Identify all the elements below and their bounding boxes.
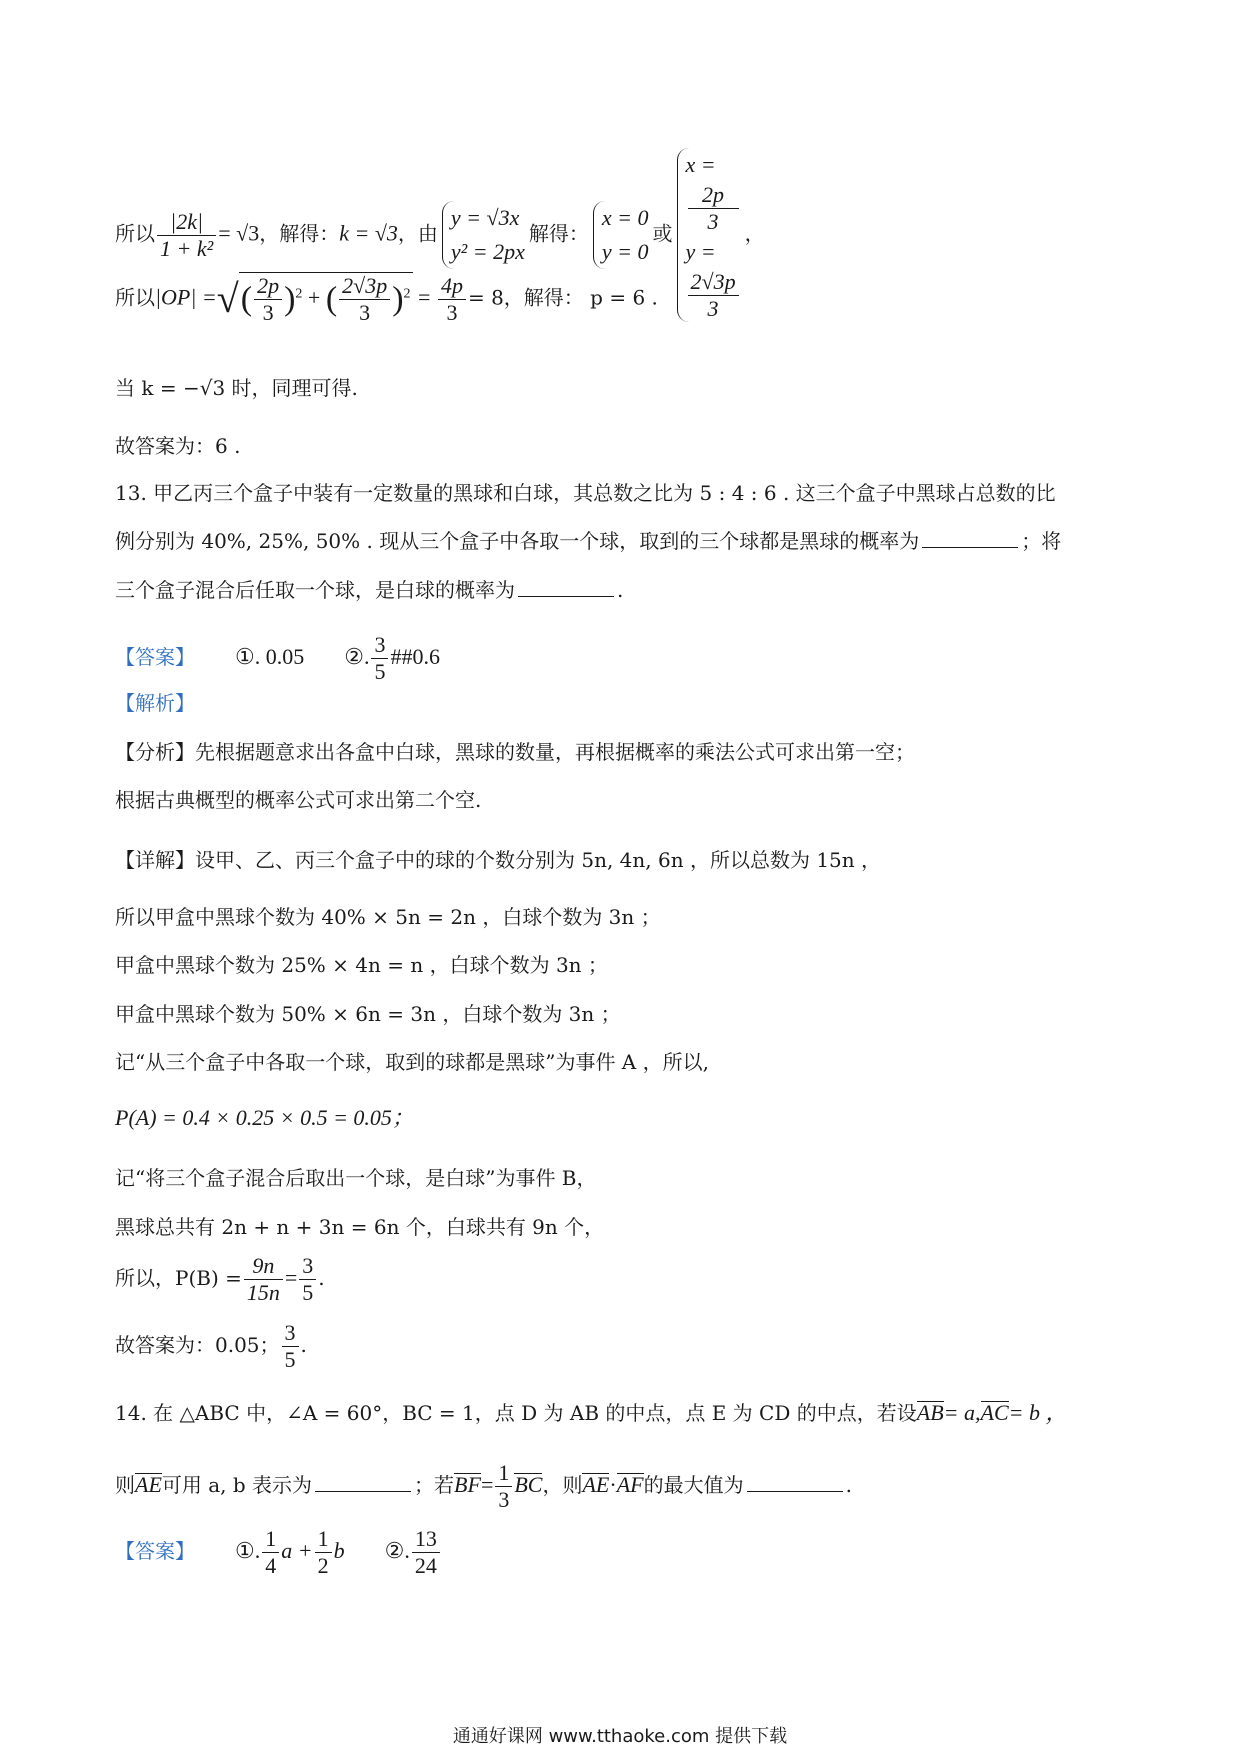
q13-line-c (115, 575, 623, 605)
frac-den: 3 (359, 300, 371, 325)
answer-1: ①. 0.05 (235, 644, 305, 669)
detail-2: 所以甲盒中黑球个数为 40% × 5n = 2n ，白球个数为 3n ； (115, 905, 661, 929)
fraction (254, 273, 282, 326)
vector: AB (916, 1400, 944, 1425)
equation-system (593, 201, 649, 269)
frac-den: 3 (498, 1487, 510, 1512)
frac-den: 2 (317, 1553, 329, 1578)
frac-num: 2p (688, 182, 739, 209)
text: 的最大值为 (643, 1473, 744, 1497)
fraction (244, 1253, 283, 1306)
answer-13 (115, 632, 440, 685)
frac-num: 1 (262, 1526, 279, 1553)
frac-den: 3 (707, 209, 719, 234)
text: · (609, 1472, 617, 1497)
vector: AE (582, 1472, 610, 1497)
vector: AE (135, 1472, 162, 1497)
text: ；将 (1021, 529, 1062, 553)
answer-blank (922, 527, 1018, 548)
fraction (262, 1526, 279, 1579)
answer-1: ①. (235, 1538, 261, 1563)
text: 则 (115, 1473, 135, 1497)
frac-num: 1 (315, 1526, 332, 1553)
answer-14 (115, 1526, 442, 1579)
analysis-2: 根据古典概型的概率公式可求出第二个空. (115, 788, 482, 812)
text: 可用 a, b 表示为 (161, 1473, 313, 1497)
frac-den: 5 (302, 1280, 314, 1305)
equation-system (442, 201, 525, 269)
math: a + (281, 1538, 313, 1563)
answer-label: 【答案】 (115, 1539, 195, 1563)
text: ##0.6 (390, 644, 440, 669)
frac-num: 9n (244, 1253, 283, 1280)
text: = (480, 1472, 494, 1497)
text: . (300, 1333, 307, 1357)
text: ， (744, 221, 765, 246)
text: = 8，解得： p = 6 . (467, 285, 658, 310)
frac-num: 13 (412, 1526, 440, 1553)
line-2: 所以|OP| =√( $\frac{2p}{3}$ )$^2$ + ( $\frac{2√3p}{3}$ )$^2$ = $\frac{4p}{3}$ = 8，解得： p = 6 . (115, 272, 658, 325)
fraction (412, 1526, 440, 1579)
fraction (495, 1460, 512, 1513)
sqrt-body: ( $\frac{2p}{3}$ )$^2$ + ( $\frac{2√3p}{3}$ )$^2$ (240, 273, 411, 325)
text: . (318, 1266, 325, 1290)
text: = (284, 1265, 298, 1290)
analysis-label: 【解析】 (115, 691, 195, 715)
detail-5: 记“从三个盒子中各取一个球，取到的球都是黑球”为事件 A ，所以, (115, 1050, 709, 1074)
vector: AF (616, 1472, 644, 1497)
text: 或 (652, 221, 673, 246)
frac-den: 5 (374, 659, 386, 684)
eq (686, 148, 741, 235)
text: . (617, 578, 624, 602)
detail-8: 黑球总共有 2n + n + 3n = 6n 个，白球共有 9n 个， (115, 1215, 605, 1239)
frac-den: 15n (246, 1280, 280, 1305)
frac-den: 3 (707, 296, 719, 321)
detail-3: 甲盒中黑球个数为 25% × 4n = n ，白球个数为 3n ； (115, 953, 608, 977)
fraction (299, 1253, 316, 1306)
text: ，由 (397, 221, 438, 246)
frac-num: 1 (495, 1460, 512, 1487)
q14-line-a (115, 1398, 1067, 1428)
sqrt-sign: √ (216, 276, 239, 321)
equation-system (677, 148, 741, 322)
eq (686, 235, 741, 322)
fraction (157, 209, 216, 262)
detail-7: 记“将三个盒子混合后取出一个球，是白球”为事件 B， (115, 1166, 597, 1190)
detail-6: P(A) = 0.4 × 0.25 × 0.5 = 0.05； (115, 1105, 414, 1130)
fraction (315, 1526, 332, 1579)
text: 例分别为 40%, 25%, 50% . 现从三个盒子中各取一个球，取到的三个球都是黑球的概率为 (115, 529, 920, 553)
text: ，则 (542, 1473, 583, 1497)
fraction (339, 273, 390, 326)
frac-den: 3 (262, 300, 274, 325)
frac-num: 3 (371, 632, 388, 659)
fraction (371, 632, 388, 685)
text: 14. 在 △ABC 中，∠A = 60°，BC = 1，点 D 为 AB 的中点，点 E 为 CD 的中点，若设 (115, 1401, 917, 1425)
vector: BC (514, 1472, 543, 1497)
answer-label: 【答案】 (115, 645, 195, 669)
text: 三个盒子混合后任取一个球，是白球的概率为 (115, 578, 515, 602)
lhs: y = (685, 239, 716, 264)
frac-num: 2√3p (339, 273, 390, 300)
answer-blank (315, 1471, 411, 1492)
math: = b ， (1008, 1400, 1068, 1425)
text: . (845, 1473, 852, 1497)
frac-den: 24 (414, 1553, 437, 1578)
text: 所以 (115, 221, 155, 246)
vector: AC (980, 1400, 1009, 1425)
eq: y = 0 (601, 239, 649, 264)
answer-blank (747, 1471, 843, 1492)
frac-num: 2p (254, 273, 282, 300)
detail-4: 甲盒中黑球个数为 50% × 6n = 3n ，白球个数为 3n ； (115, 1002, 621, 1026)
math: |OP| = (155, 284, 217, 310)
text: 所以 (115, 285, 155, 310)
fraction (688, 182, 739, 235)
frac-den: 5 (284, 1347, 296, 1372)
frac-den: 1 + k² (160, 235, 214, 261)
fraction (688, 269, 739, 322)
frac-den: 3 (446, 299, 458, 325)
line-3: 当 k = −√3 时，同理可得. (115, 376, 358, 400)
math: = √3 (218, 220, 260, 246)
answer-2: ②. (384, 1538, 410, 1563)
math: = a, (943, 1400, 981, 1425)
fraction (282, 1320, 299, 1373)
line-4: 故答案为：6 . (115, 434, 241, 458)
math: b (333, 1538, 345, 1563)
page-footer: 通通好课网 www.tthaoke.com 提供下载 (452, 1726, 788, 1747)
q13-line-b (115, 526, 1061, 556)
answer-2: ②. (344, 644, 370, 669)
frac-num: 4p (438, 273, 466, 300)
eq: y = √3x (450, 205, 520, 230)
frac-num: 2√3p (688, 269, 739, 296)
detail-1: 【详解】设甲、乙、丙三个盒子中的球的个数分别为 5n, 4n, 6n ，所以总数为 15n ， (115, 848, 882, 872)
text: 解得： (528, 221, 589, 246)
q14-line-b (115, 1460, 852, 1513)
text: 所以，P(B) = (115, 1266, 242, 1290)
vector: BF (454, 1472, 481, 1497)
detail-9 (115, 1253, 325, 1306)
answer-blank (518, 576, 614, 597)
math: k = √3 (339, 220, 398, 246)
frac-num: 3 (282, 1320, 299, 1347)
eq: y² = 2px (450, 239, 525, 264)
analysis-1: 【分析】先根据题意求出各盒中白球，黑球的数量，再根据概率的乘法公式可求出第一空； (115, 740, 915, 764)
fraction (438, 273, 466, 326)
detail-10 (115, 1320, 307, 1373)
frac-num: 3 (299, 1253, 316, 1280)
frac-den: 4 (265, 1553, 277, 1578)
frac-num: |2k| (157, 209, 216, 236)
text: 故答案为：0.05； (115, 1333, 280, 1357)
lhs: x = (685, 152, 716, 177)
eq: x = 0 (601, 205, 649, 230)
q13-line-a: 13. 甲乙丙三个盒子中装有一定数量的黑球和白球，其总数之比为 5 : 4 : 6 . 这三个盒子中黑球占总数的比 (115, 481, 1056, 505)
text: ，解得： (259, 221, 340, 246)
text: ；若 (414, 1473, 455, 1497)
